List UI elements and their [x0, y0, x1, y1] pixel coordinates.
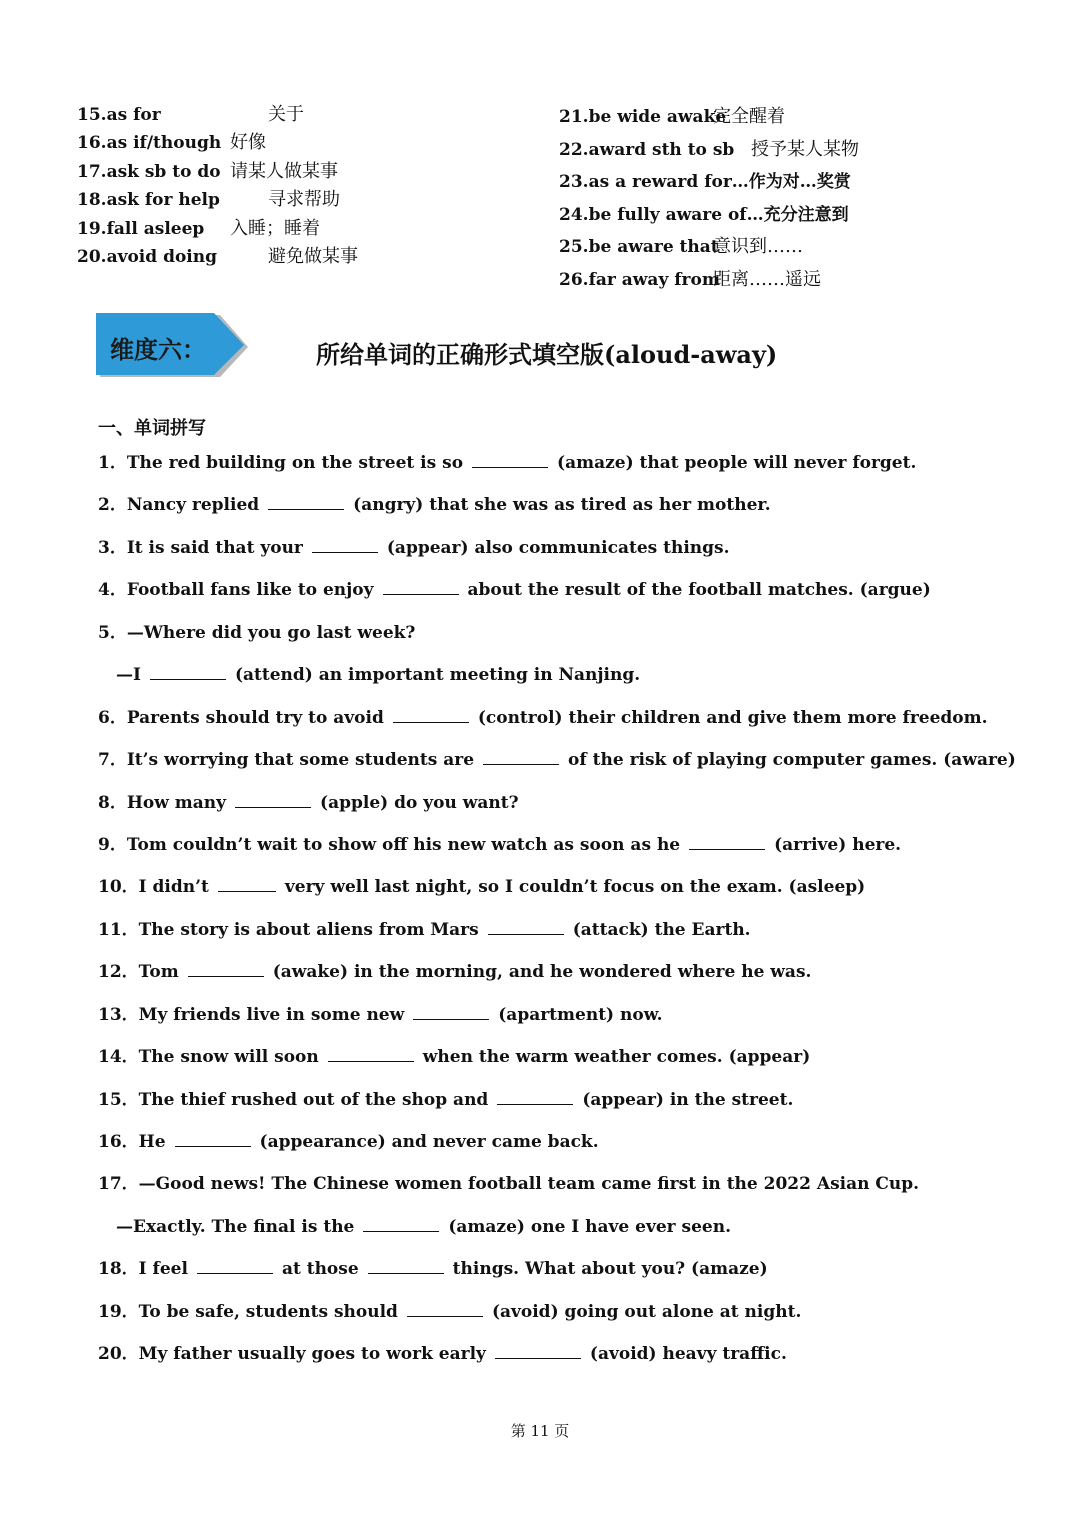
- question-item: [98, 1087, 998, 1129]
- answer-blank[interactable]: [150, 663, 226, 680]
- question-text: 3．It is said that your: [98, 537, 303, 558]
- phrase-zh: 距离……遥远: [713, 268, 821, 290]
- question-text: (awake) in the morning, and he wondered where he was.: [272, 962, 812, 983]
- dimension-label: 维度六：: [110, 335, 206, 364]
- answer-blank[interactable]: [175, 1130, 251, 1147]
- phrase-zh: 入睡；睡着: [230, 217, 320, 239]
- phrase-en: 16.as if/though: [77, 133, 222, 154]
- question-item: [98, 1214, 998, 1256]
- phrase-en: 20.avoid doing: [77, 246, 218, 267]
- question-item: [98, 705, 998, 747]
- question-text: —I: [116, 665, 141, 686]
- question-item: [98, 450, 998, 492]
- answer-blank[interactable]: [188, 960, 264, 977]
- question-text: 10．I didn’t: [98, 877, 209, 898]
- phrase-zh: 请某人做某事: [230, 160, 338, 182]
- question-item: [98, 577, 998, 619]
- phrase-zh: 授予某人某物: [751, 138, 859, 160]
- question-item: [98, 1002, 998, 1044]
- question-text: 12．Tom: [98, 962, 179, 983]
- question-text: 19．To be safe, students should: [98, 1301, 398, 1322]
- phrase-list-right: [559, 104, 1019, 300]
- question-item: [98, 662, 998, 704]
- question-text: —Exactly. The final is the: [116, 1216, 355, 1237]
- phrase-en: 25.be aware that: [559, 237, 719, 258]
- question-text: 18．I feel: [98, 1259, 188, 1280]
- question-text: (attack) the Earth.: [572, 919, 751, 940]
- question-text: 15．The thief rushed out of the shop and: [98, 1089, 489, 1110]
- question-text: 14．The snow will soon: [98, 1047, 319, 1068]
- answer-blank[interactable]: [483, 748, 559, 765]
- phrase-list-left: [77, 102, 497, 272]
- phrase-item: [77, 102, 497, 130]
- question-text: (appearance) and never came back.: [259, 1132, 599, 1152]
- phrase-item: [559, 202, 1019, 235]
- answer-blank[interactable]: [312, 536, 378, 553]
- phrase-zh: 寻求帮助: [268, 189, 340, 211]
- phrase-item: [559, 169, 1019, 202]
- phrase-zh: 好像: [230, 132, 266, 154]
- answer-blank[interactable]: [393, 706, 469, 723]
- question-text: 11．The story is about aliens from Mars: [98, 919, 479, 940]
- sub-heading: 一、单词拼写: [98, 418, 206, 439]
- dimension-banner: [96, 313, 248, 377]
- phrase-item: [77, 130, 497, 158]
- question-text: things. What about you? (amaze): [452, 1259, 768, 1280]
- question-text: (control) their children and give them more freedom.: [477, 707, 988, 728]
- answer-blank[interactable]: [495, 1342, 581, 1359]
- phrase-item: [77, 216, 497, 244]
- phrase-en: 21.be wide awake: [559, 107, 727, 127]
- question-text: 20．My father usually goes to work early: [98, 1344, 486, 1365]
- question-text: (angry) that she was as tired as her mother.: [353, 495, 771, 516]
- question-item: [98, 1299, 998, 1341]
- answer-blank[interactable]: [472, 451, 548, 468]
- section-title: 所给单词的正确形式填空版(aloud-away): [316, 340, 778, 369]
- question-text: 4．Football fans like to enjoy: [98, 580, 374, 601]
- question-text: (attend) an important meeting in Nanjing.: [234, 665, 641, 686]
- question-item: [98, 1044, 998, 1086]
- question-text: 16．He: [98, 1132, 166, 1152]
- question-text: of the risk of playing computer games. (aware): [568, 750, 1016, 771]
- phrase-en: 26.far away from: [559, 269, 720, 290]
- phrase-item: [559, 234, 1019, 267]
- question-item: [98, 1256, 998, 1298]
- phrase-en: 24.be fully aware of…充分注意到: [559, 204, 849, 225]
- phrase-zh: 避免做某事: [268, 245, 358, 267]
- phrase-en: 22.award sth to sb: [559, 139, 735, 160]
- question-text: (appear) in the street.: [582, 1089, 794, 1110]
- question-item: [98, 959, 998, 1001]
- phrase-item: [77, 244, 497, 272]
- phrase-item: [559, 104, 1019, 137]
- question-item: [98, 1129, 998, 1171]
- phrase-zh: 意识到……: [713, 236, 803, 258]
- answer-blank[interactable]: [268, 493, 344, 510]
- question-item: [98, 917, 998, 959]
- question-text: (avoid) heavy traffic.: [589, 1344, 787, 1365]
- phrase-en: 23.as a reward for…作为对…奖赏: [559, 172, 851, 193]
- answer-blank[interactable]: [368, 1257, 444, 1274]
- phrase-zh: 完全醒着: [713, 106, 785, 127]
- question-item: [98, 1341, 998, 1383]
- answer-blank[interactable]: [689, 833, 765, 850]
- question-text: 17．—Good news! The Chinese women football team came first in the 2022 Asian Cup.: [98, 1174, 920, 1195]
- question-text: about the result of the football matches. (argue): [467, 580, 931, 601]
- question-text: (avoid) going out alone at night.: [491, 1301, 802, 1322]
- phrase-en: 17.ask sb to do: [77, 161, 221, 182]
- question-item: [98, 747, 1016, 789]
- question-text: 13．My friends live in some new: [98, 1004, 405, 1025]
- question-text: 8．How many: [98, 792, 227, 813]
- question-text: 5．—Where did you go last week?: [98, 622, 416, 643]
- question-text: 9．Tom couldn’t wait to show off his new watch as soon as he: [98, 834, 681, 855]
- answer-blank[interactable]: [235, 791, 311, 808]
- question-item: [98, 874, 998, 916]
- question-text: when the warm weather comes. (appear): [422, 1047, 811, 1068]
- question-text: (apartment) now.: [498, 1004, 663, 1025]
- question-text: (amaze) that people will never forget.: [557, 453, 917, 473]
- answer-blank[interactable]: [383, 578, 459, 595]
- question-item: [98, 492, 998, 534]
- question-text: 7．It’s worrying that some students are: [98, 750, 475, 771]
- answer-blank[interactable]: [488, 918, 564, 935]
- question-item: [98, 1171, 998, 1213]
- question-text: (apple) do you want?: [320, 792, 519, 813]
- question-text: (amaze) one I have ever seen.: [448, 1216, 732, 1237]
- phrase-item: [77, 187, 497, 215]
- question-text: (arrive) here.: [774, 834, 902, 855]
- question-text: 2．Nancy replied: [98, 495, 260, 516]
- phrase-en: 15.as for: [77, 105, 161, 125]
- question-text: 6．Parents should try to avoid: [98, 707, 384, 728]
- phrase-item: [559, 267, 1019, 300]
- question-item: [98, 620, 998, 662]
- question-list: [98, 450, 1016, 1384]
- phrase-en: 19.fall asleep: [77, 218, 205, 239]
- question-text: at those: [281, 1259, 359, 1280]
- answer-blank[interactable]: [407, 1300, 483, 1317]
- answer-blank[interactable]: [363, 1215, 439, 1232]
- answer-blank[interactable]: [497, 1088, 573, 1105]
- answer-blank[interactable]: [197, 1257, 273, 1274]
- page-number: 第 11 页: [510, 1422, 570, 1440]
- phrase-zh: 关于: [268, 104, 304, 125]
- question-item: [98, 832, 998, 874]
- question-text: 1．The red building on the street is so: [98, 453, 464, 473]
- question-text: very well last night, so I couldn’t focus on the exam. (asleep): [284, 877, 866, 898]
- answer-blank[interactable]: [328, 1045, 414, 1062]
- answer-blank[interactable]: [413, 1003, 489, 1020]
- question-item: [98, 790, 998, 832]
- answer-blank[interactable]: [218, 875, 276, 892]
- question-item: [98, 535, 998, 577]
- phrase-item: [559, 137, 1019, 170]
- question-text: (appear) also communicates things.: [386, 537, 730, 558]
- phrase-item: [77, 159, 497, 187]
- phrase-en: 18.ask for help: [77, 190, 220, 211]
